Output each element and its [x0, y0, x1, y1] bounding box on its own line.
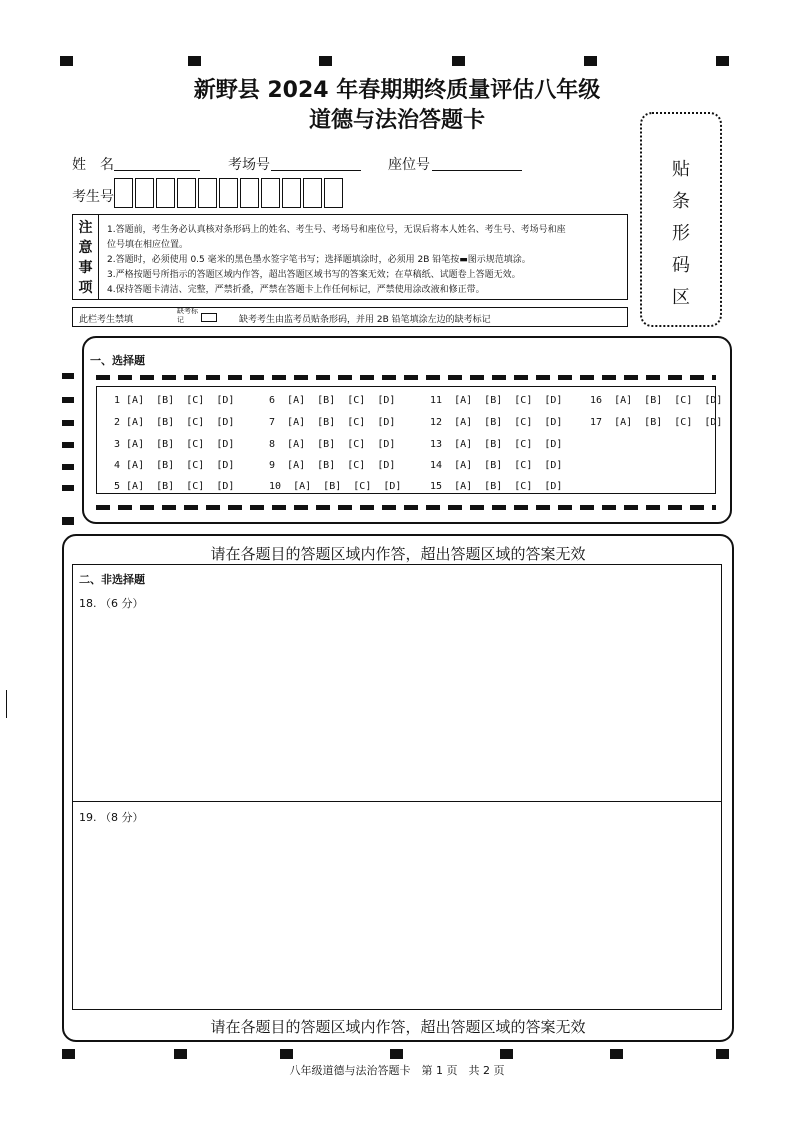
- choice-question[interactable]: 3 [A] [B] [C] [D]: [114, 439, 235, 450]
- timing-mark: [62, 517, 74, 525]
- q18-answer-area[interactable]: [73, 611, 721, 799]
- notice-heading: 注 意 事 项: [73, 215, 99, 299]
- choice-question[interactable]: 6 [A] [B] [C] [D]: [269, 395, 396, 406]
- id-digit-box[interactable]: [198, 178, 217, 208]
- choice-question[interactable]: 7 [A] [B] [C] [D]: [269, 417, 396, 428]
- room-field[interactable]: [271, 170, 361, 171]
- absent-row: [72, 307, 628, 327]
- id-digit-box[interactable]: [303, 178, 322, 208]
- choice-question[interactable]: 11 [A] [B] [C] [D]: [430, 395, 563, 406]
- barcode-area: [640, 112, 722, 327]
- timing-mark: [500, 1049, 513, 1059]
- choice-question[interactable]: 15 [A] [B] [C] [D]: [430, 481, 563, 492]
- timing-mark: [716, 1049, 729, 1059]
- id-digit-box[interactable]: [240, 178, 259, 208]
- timing-mark: [716, 56, 729, 66]
- dash-line: [96, 375, 716, 380]
- margin-tick: [6, 690, 7, 718]
- id-label: 考生号: [72, 189, 114, 205]
- notice-item: 3.严格按题号所指示的答题区域内作答，超出答题区域书写的答案无效；在草稿纸、试题卷上答题无效。: [107, 270, 521, 280]
- timing-mark: [62, 420, 74, 426]
- choice-question[interactable]: 14 [A] [B] [C] [D]: [430, 460, 563, 471]
- id-digit-box[interactable]: [261, 178, 280, 208]
- page-title: 新野县 2024 年春期期终质量评估八年级: [193, 78, 601, 103]
- timing-mark: [60, 56, 73, 66]
- choice-question[interactable]: 10 [A] [B] [C] [D]: [269, 481, 402, 492]
- timing-mark: [390, 1049, 403, 1059]
- q19-label: 19. （8 分）: [79, 811, 144, 824]
- choice-question[interactable]: 17 [A] [B] [C] [D]: [590, 417, 723, 428]
- choice-question[interactable]: 1 [A] [B] [C] [D]: [114, 395, 235, 406]
- timing-mark: [62, 485, 74, 491]
- answer-divider: [73, 801, 721, 802]
- id-digit-box[interactable]: [156, 178, 175, 208]
- answer-box: [72, 564, 722, 1010]
- id-digit-box[interactable]: [114, 178, 133, 208]
- timing-mark: [610, 1049, 623, 1059]
- dash-line: [96, 505, 716, 510]
- choice-question[interactable]: 8 [A] [B] [C] [D]: [269, 439, 396, 450]
- notice-item: 4.保持答题卡清洁、完整，严禁折叠，严禁在答题卡上作任何标记，严禁使用涂改液和修正带。: [107, 285, 485, 295]
- timing-mark: [319, 56, 332, 66]
- absent-note: 缺考考生由监考员贴条形码，并用 2B 铅笔填涂左边的缺考标记: [239, 315, 491, 325]
- absent-mark-label: 缺考标记: [177, 307, 198, 324]
- choice-question[interactable]: 2 [A] [B] [C] [D]: [114, 417, 235, 428]
- timing-mark: [188, 56, 201, 66]
- answer-area-note-top: 请在各题目的答题区域内作答，超出答题区域的答案无效: [210, 545, 586, 563]
- notice-item: 2.答题时，必须使用 0.5 毫米的黑色墨水签字笔书写；选择题填涂时，必须用 2B 铅笔按▬图示规范填涂。: [107, 255, 531, 265]
- choice-question[interactable]: 13 [A] [B] [C] [D]: [430, 439, 563, 450]
- notice-body: [107, 223, 623, 298]
- seat-field[interactable]: [432, 170, 522, 171]
- choice-question[interactable]: 5 [A] [B] [C] [D]: [114, 481, 235, 492]
- timing-mark: [62, 464, 74, 470]
- absent-left-label: 此栏考生禁填: [79, 315, 134, 325]
- seat-label: 座位号: [388, 157, 430, 173]
- room-label: 考场号: [228, 157, 270, 173]
- notice-item: 1.答题前，考生务必认真核对条形码上的姓名、考生号、考场号和座位号，无误后将本人姓名、考生号、考场号和座: [107, 225, 566, 235]
- page-footer: 八年级道德与法治答题卡 第 1 页 共 2 页: [289, 1064, 505, 1077]
- timing-mark: [62, 373, 74, 379]
- id-digit-box[interactable]: [324, 178, 343, 208]
- name-field[interactable]: [114, 170, 200, 171]
- timing-mark: [62, 1049, 75, 1059]
- choice-question[interactable]: 4 [A] [B] [C] [D]: [114, 460, 235, 471]
- timing-mark: [584, 56, 597, 66]
- choice-question[interactable]: 9 [A] [B] [C] [D]: [269, 460, 396, 471]
- timing-mark: [452, 56, 465, 66]
- notice-box: [72, 214, 628, 300]
- timing-mark: [62, 397, 74, 403]
- choice-question[interactable]: 16 [A] [B] [C] [D]: [590, 395, 723, 406]
- name-label: 姓 名: [72, 157, 114, 173]
- section1-title: 一、选择题: [90, 354, 145, 367]
- absent-mark-box[interactable]: [201, 313, 217, 322]
- id-digit-box[interactable]: [282, 178, 301, 208]
- page-subtitle: 道德与法治答题卡: [308, 108, 485, 133]
- barcode-label: 贴 条 形 码 区: [672, 159, 690, 308]
- choice-question[interactable]: 12 [A] [B] [C] [D]: [430, 417, 563, 428]
- q19-answer-area[interactable]: [73, 827, 721, 1007]
- answer-area-note-bottom: 请在各题目的答题区域内作答，超出答题区域的答案无效: [210, 1018, 586, 1036]
- id-digit-box[interactable]: [177, 178, 196, 208]
- id-digit-box[interactable]: [135, 178, 154, 208]
- q18-label: 18. （6 分）: [79, 597, 144, 610]
- timing-mark: [62, 442, 74, 448]
- notice-item: 位号填在相应位置。: [107, 240, 189, 250]
- section2-title: 二、非选择题: [79, 573, 145, 586]
- timing-mark: [174, 1049, 187, 1059]
- timing-mark: [280, 1049, 293, 1059]
- id-digit-box[interactable]: [219, 178, 238, 208]
